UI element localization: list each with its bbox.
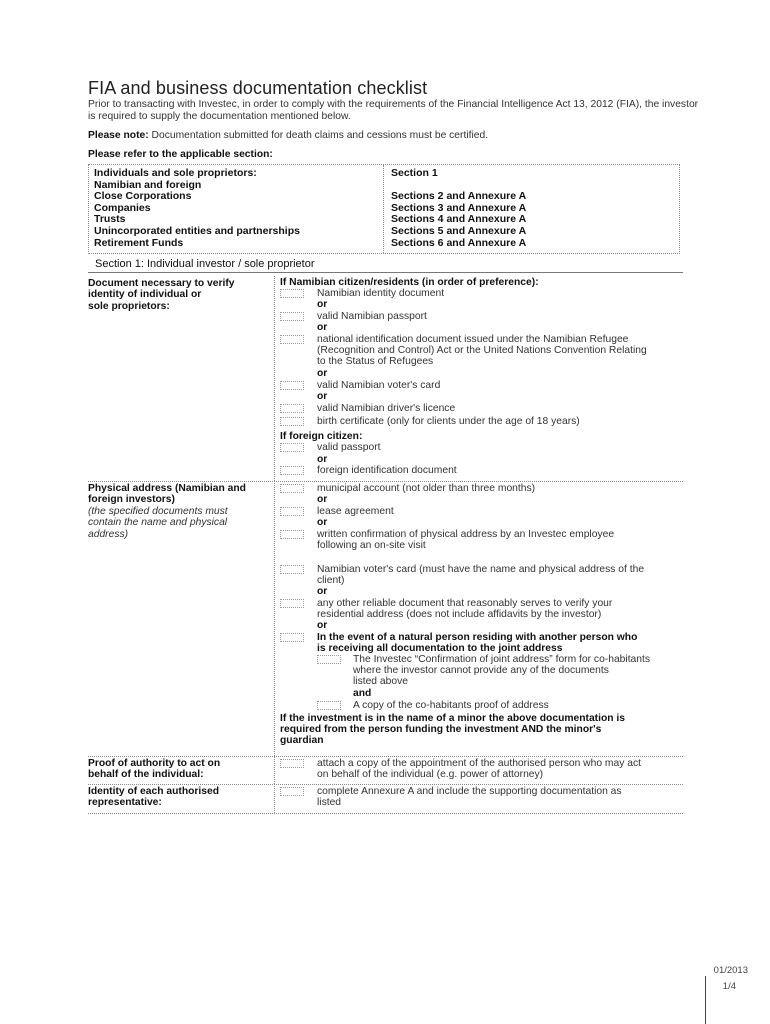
entity-item: Close Corporations [94, 190, 192, 203]
joint-confirmation-form-checkbox[interactable] [317, 655, 341, 664]
section1-rule [88, 272, 683, 273]
representative-row: Identity of each authorised representative: complete Annexure A and include the supporting documentation as listed [88, 784, 683, 814]
namibian-id-checkbox[interactable] [280, 289, 304, 298]
entity-column [94, 168, 379, 249]
identity-row: Document necessary to verify identity of individual or sole proprietors: If Namibian citizen/residents (in order of preference): Namibian identity document or valid Namibian passport or national identification document issued under the Namibian Refugee (Recognition and Control) Act or the United Nations Convention Relating to the Status of Refugees or valid Namibian voter's card or valid Namibian driver's licence birth certificate (only for clients under the age of 18 years) If foreign citizen: valid passport or foreign identification document [88, 276, 683, 482]
note-label: Please note: [88, 130, 149, 141]
address-voters-card-checkbox[interactable] [280, 565, 304, 574]
section-column [391, 168, 671, 249]
footer-date: 01/2013 [713, 965, 748, 976]
refugee-document-checkbox[interactable] [280, 335, 304, 344]
intro-paragraph: Prior to transacting with Investec, in order to comply with the requirements of the Financial Intelligence Act 13, 2012 (FIA), the investor is required to supply the documentation mentioned below. [88, 99, 699, 123]
namibian-passport-checkbox[interactable] [280, 312, 304, 321]
entity-item: Namibian and foreign [94, 178, 202, 191]
section1-title: Section 1: Individual investor / sole proprietor [95, 258, 315, 270]
voters-card-checkbox[interactable] [280, 381, 304, 390]
foreign-passport-checkbox[interactable] [280, 443, 304, 452]
page-title: FIA and business documentation checklist [88, 78, 428, 98]
authority-checkbox[interactable] [280, 759, 304, 768]
authority-label: Proof of authority to act on behalf of the individual: [88, 758, 221, 781]
joint-address-checkbox[interactable] [280, 633, 304, 642]
sections-divider [383, 165, 384, 253]
identity-label: Document necessary to verify identity of individual or sole proprietors: [88, 278, 235, 312]
refer-heading: Please refer to the applicable section: [88, 149, 273, 160]
section-ref: Section 1 [391, 167, 438, 179]
sections-table [88, 164, 680, 254]
section-ref: Sections 3 and Annexure A [391, 201, 527, 214]
foreign-id-checkbox[interactable] [280, 466, 304, 475]
note-text: Documentation submitted for death claims and cessions must be certified. [151, 130, 489, 141]
entity-item: Companies [94, 201, 151, 214]
namibian-header: If Namibian citizen/residents (in order of preference): [280, 277, 539, 288]
footer-rule [705, 976, 706, 1024]
municipal-account-checkbox[interactable] [280, 484, 304, 493]
birth-certificate-checkbox[interactable] [280, 417, 304, 426]
representative-label: Identity of each authorised representative: [88, 786, 220, 809]
cohabitant-proof-checkbox[interactable] [317, 701, 341, 710]
section-ref: Sections 5 and Annexure A [391, 224, 527, 237]
foreign-header: If foreign citizen: [280, 431, 363, 442]
section-ref: Sections 2 and Annexure A [391, 190, 527, 203]
written-confirmation-checkbox[interactable] [280, 530, 304, 539]
other-document-checkbox[interactable] [280, 599, 304, 608]
entity-item: Individuals and sole proprietors: [94, 167, 257, 179]
entity-item: Unincorporated entities and partnerships [94, 224, 300, 237]
page-number: 1/4 [722, 981, 736, 992]
representative-checkbox[interactable] [280, 787, 304, 796]
entity-item: Trusts [94, 213, 126, 226]
section-ref: Sections 4 and Annexure A [391, 213, 527, 226]
section-ref: Sections 6 and Annexure A [391, 236, 527, 249]
drivers-licence-checkbox[interactable] [280, 404, 304, 413]
entity-item: Retirement Funds [94, 236, 184, 249]
authority-row: Proof of authority to act on behalf of the individual: attach a copy of the appointment of the authorised person who may act on behalf of the individual (e.g. power of attorney) [88, 756, 683, 785]
address-row: Physical address (Namibian and foreign investors) (the specified documents must contain the name and physical address) municipal account (not older than three months) or lease agreement or written confirmation of physical address by an Investec employee following an on-site visit Namibian voter's card (must have the name and physical address of the client) or any other reliable document that reasonably serves to verify your residential address (does not include affidavits by the investor) or In the event of a natural person residing with another person who is receiving all documentation to the joint address The Investec “Confirmation of joint address” form for co-habitants where the investor cannot provide any of the documents listed above and A copy of the co-habitants proof of address If the investment is in the name of a minor the above documentation is required from the person funding the investment AND the minor's guardian [88, 481, 683, 757]
address-label: Physical address (Namibian and foreign investors) (the specified documents must contain the name and physical address) [88, 483, 246, 540]
please-note [88, 130, 488, 141]
lease-agreement-checkbox[interactable] [280, 507, 304, 516]
